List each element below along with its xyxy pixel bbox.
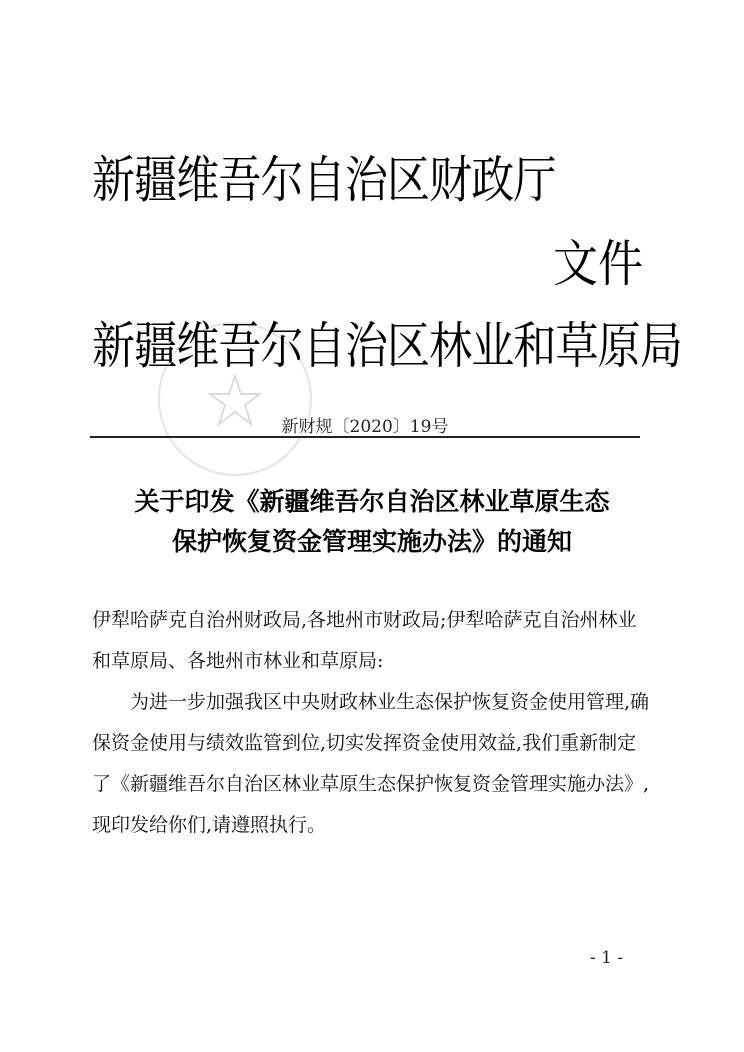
document-title [80,482,664,562]
title-line-1: 关于印发《新疆维吾尔自治区林业草原生态 [134,487,610,516]
body-paragraph: 为进一步加强我区中央财政林业生态保护恢复资金使用管理,确保资金使用与绩效监管到位,切实发挥资金使用效益,我们重新制定了《新疆维吾尔自治区林业草原生态保护恢复资金管理实施办法》,现印发给你们,请遵照执行。 [92,691,650,836]
document-body [92,600,652,846]
page-number: - 1 - [590,948,624,968]
header-divider [90,436,640,438]
star-icon [208,374,262,426]
issuer-finance-department: 新疆维吾尔自治区财政厅 [92,151,556,209]
recipients: 伊犁哈萨克自治州财政局,各地州市财政局;伊犁哈萨克自治州林业和草原局、各地州市林业和草原局: [92,609,637,672]
document-number: 新财规〔2020〕19号 [281,417,449,437]
issuer-forestry-bureau: 新疆维吾尔自治区林业和草原局 [92,317,682,375]
document-label: 文件 [553,235,643,293]
title-line-2: 保护恢复资金管理实施办法》的通知 [171,527,572,556]
